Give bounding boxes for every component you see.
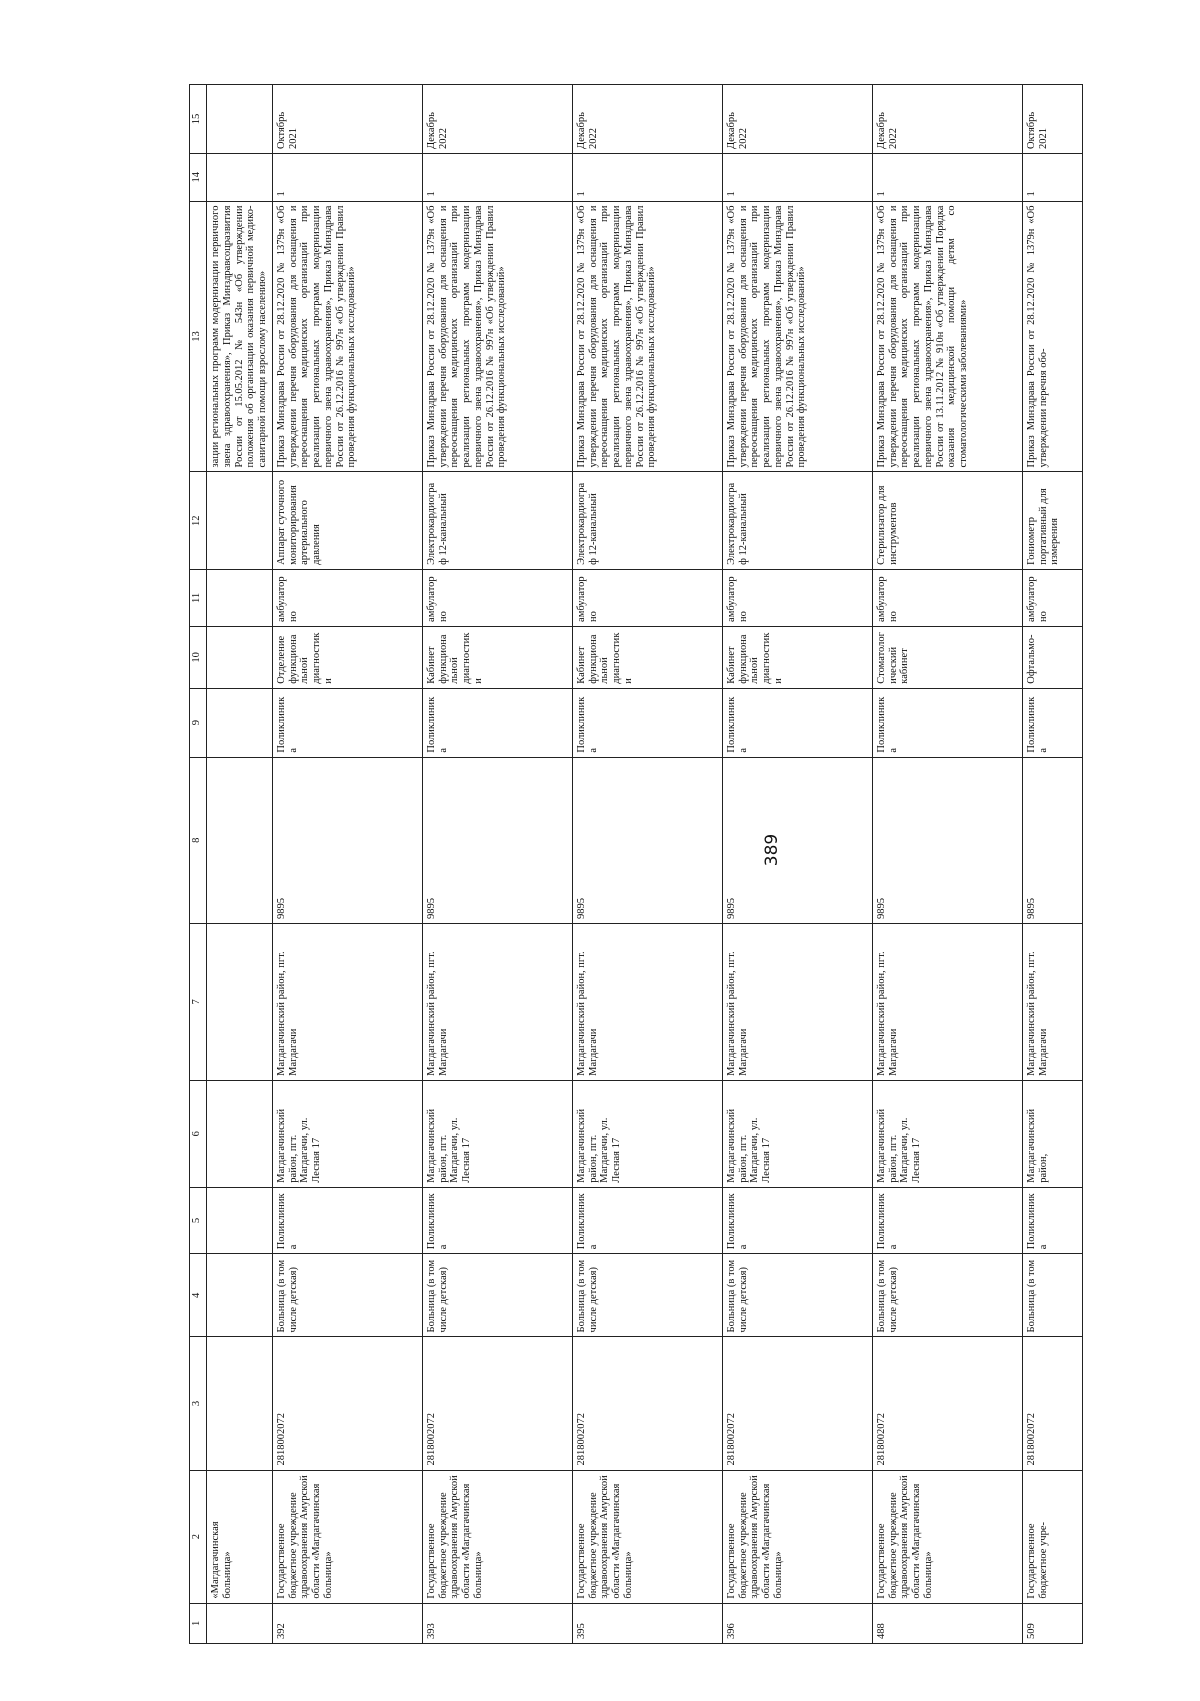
- cell-c15: Октябрь 2021: [1022, 85, 1082, 154]
- cell-c13: Приказ Минздрава России от 28.12.2020 № 1379н «Об утверждении перечня оборудования для оснащения и переоснащения медицинских организаций при реализации региональных программ модернизации первичного звена здравоохранения», Приказ Минздрава России от 26.12.2016 № 997н «Об утверждении Правил проведения функциональных исследований»: [272, 201, 422, 472]
- cell-c3: 2818002072: [272, 1337, 422, 1470]
- table-row: [1022, 85, 1082, 1644]
- column-number-row: [190, 85, 207, 1644]
- cell-c1: 488: [872, 1603, 1022, 1643]
- cell-c11: амбулаторно: [422, 569, 572, 626]
- cell-c15: Декабрь 2022: [722, 85, 872, 154]
- cell-c3: 2818002072: [872, 1337, 1022, 1470]
- cell-c14: 1: [872, 154, 1022, 202]
- cell-c7: Магдагачинский район, пгт. Магдагачи: [272, 923, 422, 1080]
- cell-c1: [207, 1603, 273, 1643]
- cell-c1: 395: [572, 1603, 722, 1643]
- cell-c9: Поликлиника: [572, 688, 722, 757]
- cell-c4: Больница (в том числе детская): [272, 1254, 422, 1337]
- cell-c14: 1: [272, 154, 422, 202]
- cell-c9: Поликлиника: [272, 688, 422, 757]
- column-number: 2: [190, 1470, 207, 1603]
- cell-c15: [207, 85, 273, 154]
- table-row: [722, 85, 872, 1644]
- cell-c4: Больница (в том числе детская): [722, 1254, 872, 1337]
- column-number: 5: [190, 1187, 207, 1254]
- column-number: 13: [190, 201, 207, 472]
- cell-c11: амбулаторно: [722, 569, 872, 626]
- cell-c4: Больница (в том числе детская): [422, 1254, 572, 1337]
- cell-c3: 2818002072: [572, 1337, 722, 1470]
- cell-c13: зации региональных программ модернизации первичного звена здравоохранения», Приказ Минздравсоцразвития России от 15.05.2012 № 543н «Об утверждении положения об организации оказания первичной медико-санитарной помощи взрослому населению»: [207, 201, 273, 472]
- cell-c9: Поликлиника: [1022, 688, 1082, 757]
- cell-c6: Магдагачинский район, пгт. Магдагачи, ул. Лесная 17: [872, 1080, 1022, 1187]
- cell-c6: Магдагачинский район, пгт. Магдагачи, ул. Лесная 17: [572, 1080, 722, 1187]
- cell-c2: Государственное бюджетное учре-: [1022, 1470, 1082, 1603]
- cell-c7: Магдагачинский район, пгт. Магдагачи: [572, 923, 722, 1080]
- cell-c5: Поликлиника: [272, 1187, 422, 1254]
- cell-c8: 9895: [872, 757, 1022, 923]
- cell-c2: Государственное бюджетное учреждение здравоохранения Амурской области «Магдагачинская больница»: [872, 1470, 1022, 1603]
- cell-c14: 1: [722, 154, 872, 202]
- cell-c3: 2818002072: [722, 1337, 872, 1470]
- table-row: [272, 85, 422, 1644]
- cell-c2: Государственное бюджетное учреждение здравоохранения Амурской области «Магдагачинская больница»: [722, 1470, 872, 1603]
- cell-c8: [207, 757, 273, 923]
- cell-c7: Магдагачинский район, пгт. Магдагачи: [1022, 923, 1082, 1080]
- cell-c10: [207, 626, 273, 688]
- cell-c4: Больница (в том: [1022, 1254, 1082, 1337]
- cell-c7: [207, 923, 273, 1080]
- column-number: 8: [190, 757, 207, 923]
- cell-c2: «Магдагачинская больница»: [207, 1470, 273, 1603]
- cell-c12: Аппарат суточного мониторирования артериального давления: [272, 472, 422, 569]
- cell-c12: Электрокардиограф 12-канальный: [722, 472, 872, 569]
- cell-c13: Приказ Минздрава России от 28.12.2020 № 1379н «Об утверждении перечня оборудования для оснащения и переоснащения медицинских организаций при реализации региональных программ модернизации первичного звена здравоохранения», Приказ Минздрава России от 26.12.2016 № 997н «Об утверждении Правил проведения функциональных исследований»: [572, 201, 722, 472]
- cell-c8: 9895: [1022, 757, 1082, 923]
- cell-c11: [207, 569, 273, 626]
- cell-c15: Декабрь 2022: [872, 85, 1022, 154]
- cell-c14: 1: [1022, 154, 1082, 202]
- cell-c3: 2818002072: [422, 1337, 572, 1470]
- page-number: 389: [762, 833, 782, 867]
- cell-c10: Кабинет функциональной диагностики: [722, 626, 872, 688]
- cell-c5: Поликлиника: [722, 1187, 872, 1254]
- cell-c4: [207, 1254, 273, 1337]
- column-number: 14: [190, 154, 207, 202]
- cell-c10: Стоматологический кабинет: [872, 626, 1022, 688]
- cell-c9: Поликлиника: [422, 688, 572, 757]
- equipment-table: [189, 84, 1083, 1644]
- continuation-row: [207, 85, 273, 1644]
- cell-c11: амбулаторно: [872, 569, 1022, 626]
- cell-c1: 396: [722, 1603, 872, 1643]
- cell-c6: Магдагачинский район, пгт. Магдагачи, ул. Лесная 17: [272, 1080, 422, 1187]
- cell-c3: [207, 1337, 273, 1470]
- cell-c1: 393: [422, 1603, 572, 1643]
- cell-c5: Поликлиника: [572, 1187, 722, 1254]
- column-number: 1: [190, 1603, 207, 1643]
- cell-c1: 509: [1022, 1603, 1082, 1643]
- cell-c12: Электрокардиограф 12-канальный: [572, 472, 722, 569]
- cell-c11: амбулаторно: [572, 569, 722, 626]
- cell-c10: Офтальмо-: [1022, 626, 1082, 688]
- cell-c9: Поликлиника: [872, 688, 1022, 757]
- cell-c12: [207, 472, 273, 569]
- cell-c4: Больница (в том числе детская): [572, 1254, 722, 1337]
- cell-c12: Электрокардиограф 12-канальный: [422, 472, 572, 569]
- table-container: [189, 84, 1200, 1639]
- cell-c14: 1: [572, 154, 722, 202]
- column-number: 12: [190, 472, 207, 569]
- cell-c7: Магдагачинский район, пгт. Магдагачи: [872, 923, 1022, 1080]
- cell-c4: Больница (в том числе детская): [872, 1254, 1022, 1337]
- column-number: 9: [190, 688, 207, 757]
- cell-c6: Магдагачинский район,: [1022, 1080, 1082, 1187]
- cell-c10: Кабинет функциональной диагностики: [572, 626, 722, 688]
- column-number: 10: [190, 626, 207, 688]
- cell-c11: амбулаторно: [1022, 569, 1082, 626]
- cell-c15: Декабрь 2022: [422, 85, 572, 154]
- cell-c5: Поликлиника: [422, 1187, 572, 1254]
- column-number: 15: [190, 85, 207, 154]
- cell-c13: Приказ Минздрава России от 28.12.2020 № 1379н «Об утверждении перечня обо-: [1022, 201, 1082, 472]
- cell-c2: Государственное бюджетное учреждение здравоохранения Амурской области «Магдагачинская больница»: [272, 1470, 422, 1603]
- cell-c8: 9895: [722, 757, 872, 923]
- cell-c5: Поликлиника: [872, 1187, 1022, 1254]
- table-row: [872, 85, 1022, 1644]
- cell-c3: 2818002072: [1022, 1337, 1082, 1470]
- cell-c6: [207, 1080, 273, 1187]
- cell-c8: 9895: [422, 757, 572, 923]
- cell-c6: Магдагачинский район, пгт. Магдагачи, ул. Лесная 17: [422, 1080, 572, 1187]
- cell-c14: 1: [422, 154, 572, 202]
- cell-c10: Кабинет функциональной диагностики: [422, 626, 572, 688]
- cell-c1: 392: [272, 1603, 422, 1643]
- table-row: [572, 85, 722, 1644]
- cell-c8: 9895: [572, 757, 722, 923]
- cell-c11: амбулаторно: [272, 569, 422, 626]
- column-number: 6: [190, 1080, 207, 1187]
- cell-c13: Приказ Минздрава России от 28.12.2020 № 1379н «Об утверждении перечня оборудования для оснащения и переоснащения медицинских организаций при реализации региональных программ модернизации первичного звена здравоохранения», Приказ Минздрава России от 26.12.2016 № 997н «Об утверждении Правил проведения функциональных исследований»: [722, 201, 872, 472]
- cell-c5: Поликлиника: [1022, 1187, 1082, 1254]
- cell-c7: Магдагачинский район, пгт. Магдагачи: [422, 923, 572, 1080]
- table-row: [422, 85, 572, 1644]
- cell-c9: [207, 688, 273, 757]
- column-number: 3: [190, 1337, 207, 1470]
- cell-c15: Октябрь 2021: [272, 85, 422, 154]
- cell-c14: [207, 154, 273, 202]
- cell-c10: Отделение функциональной диагностики: [272, 626, 422, 688]
- cell-c2: Государственное бюджетное учреждение здравоохранения Амурской области «Магдагачинская больница»: [572, 1470, 722, 1603]
- cell-c13: Приказ Минздрава России от 28.12.2020 № 1379н «Об утверждении перечня оборудования для оснащения и переоснащения медицинских организаций при реализации региональных программ модернизации первичного звена здравоохранения», Приказ Минздрава России от 13.11.2012 № 910н «Об утверждении Порядка оказания медицинской помощи детям со стоматологическими заболеваниями»: [872, 201, 1022, 472]
- cell-c12: Гониометр портативный для измерения: [1022, 472, 1082, 569]
- column-number: 7: [190, 923, 207, 1080]
- column-number: 11: [190, 569, 207, 626]
- cell-c8: 9895: [272, 757, 422, 923]
- cell-c5: [207, 1187, 273, 1254]
- cell-c2: Государственное бюджетное учреждение здравоохранения Амурской области «Магдагачинская больница»: [422, 1470, 572, 1603]
- column-number: 4: [190, 1254, 207, 1337]
- cell-c13: Приказ Минздрава России от 28.12.2020 № 1379н «Об утверждении перечня оборудования для оснащения и переоснащения медицинских организаций при реализации региональных программ модернизации первичного звена здравоохранения», Приказ Минздрава России от 26.12.2016 № 997н «Об утверждении Правил проведения функциональных исследований»: [422, 201, 572, 472]
- cell-c12: Стерилизатор для инструментов: [872, 472, 1022, 569]
- cell-c6: Магдагачинский район, пгт. Магдагачи, ул. Лесная 17: [722, 1080, 872, 1187]
- cell-c9: Поликлиника: [722, 688, 872, 757]
- cell-c15: Декабрь 2022: [572, 85, 722, 154]
- cell-c7: Магдагачинский район, пгт. Магдагачи: [722, 923, 872, 1080]
